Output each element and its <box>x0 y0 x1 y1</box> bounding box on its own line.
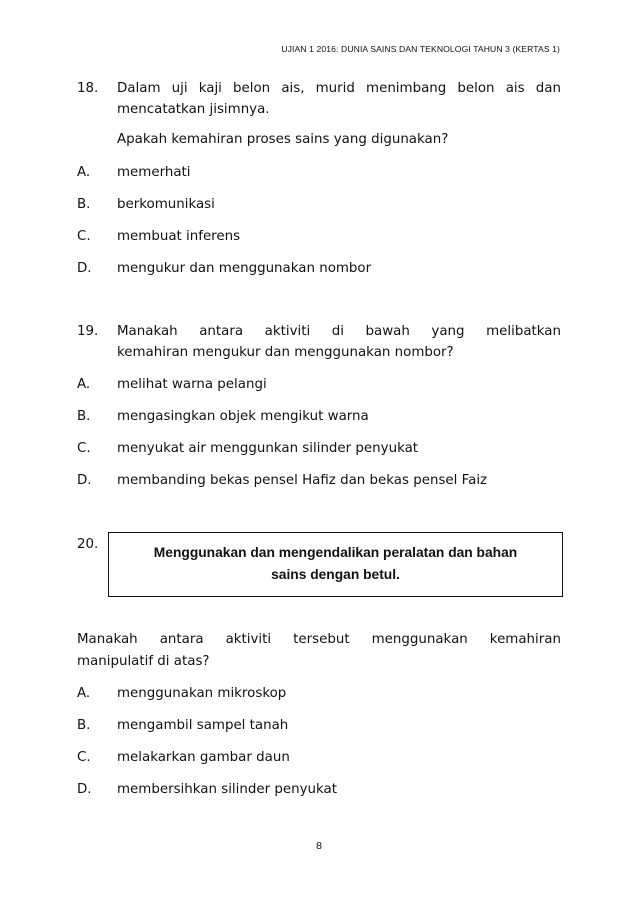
word: ais <box>505 81 525 96</box>
word: bawah <box>365 324 410 339</box>
question-20-option-d: membersihkan silinder penyukat <box>117 782 337 797</box>
word: dan <box>535 81 561 96</box>
word: antara <box>199 324 244 339</box>
word: belon <box>457 81 495 96</box>
question-19-option-d: membanding bekas pensel Hafiz dan bekas pensel Faiz <box>117 473 488 488</box>
word: melibatkan <box>486 324 561 339</box>
word: tersebut <box>293 632 350 647</box>
word: aktiviti <box>264 324 311 339</box>
question-19-option-d-letter: D. <box>77 473 92 488</box>
question-18-option-a-letter: A. <box>77 165 91 180</box>
word: ais, <box>281 81 305 96</box>
question-20-option-b-letter: B. <box>77 718 91 733</box>
question-18-stem-line2: mencatatkan jisimnya. <box>117 102 270 117</box>
question-19-option-a: melihat warna pelangi <box>117 377 267 392</box>
question-19-option-b: mengasingkan objek mengikut warna <box>117 409 369 424</box>
question-18-option-d-letter: D. <box>77 261 92 276</box>
question-20-option-c: melakarkan gambar daun <box>117 750 290 765</box>
question-19-option-c-letter: C. <box>77 441 91 456</box>
word: menggunakan <box>371 632 468 647</box>
question-18-number: 18. <box>77 81 99 96</box>
word: murid <box>315 81 355 96</box>
skill-statement-box <box>108 532 563 597</box>
question-20-stem-line1 <box>77 631 561 649</box>
question-20-number: 20. <box>77 537 99 552</box>
question-19-option-a-letter: A. <box>77 377 91 392</box>
word: antara <box>159 632 204 647</box>
skill-statement-line2: sains dengan betul. <box>271 567 400 582</box>
page-number: 8 <box>316 840 322 852</box>
question-19-number: 19. <box>77 324 99 339</box>
question-18-option-b: berkomunikasi <box>117 197 215 212</box>
question-18-option-c-letter: C. <box>77 229 91 244</box>
question-20-stem-line2: manipulatif di atas? <box>77 654 210 669</box>
word: Dalam <box>117 81 161 96</box>
word: menimbang <box>366 81 447 96</box>
question-18-stem-line1 <box>117 80 561 98</box>
word: kemahiran <box>489 632 561 647</box>
question-20-option-b: mengambil sampel tanah <box>117 718 289 733</box>
question-18-option-b-letter: B. <box>77 197 91 212</box>
word: Manakah <box>77 632 138 647</box>
word: belon <box>233 81 271 96</box>
word: aktiviti <box>225 632 272 647</box>
question-20-option-a-letter: A. <box>77 686 91 701</box>
question-19-option-b-letter: B. <box>77 409 91 424</box>
word: yang <box>431 324 465 339</box>
page-header: UJIAN 1 2016: DUNIA SAINS DAN TEKNOLOGI TAHUN 3 (KERTAS 1) <box>281 44 560 54</box>
word: kaji <box>198 81 222 96</box>
question-20-option-c-letter: C. <box>77 750 91 765</box>
question-18-prompt: Apakah kemahiran proses sains yang digunakan? <box>117 132 449 147</box>
skill-statement-line1: Menggunakan dan mengendalikan peralatan dan bahan <box>153 545 518 560</box>
question-18-option-a: memerhati <box>117 165 191 180</box>
question-19-stem-line1 <box>117 323 561 341</box>
question-20-option-d-letter: D. <box>77 782 92 797</box>
question-18-option-d: mengukur dan menggunakan nombor <box>117 261 372 276</box>
question-18-option-c: membuat inferens <box>117 229 241 244</box>
word: uji <box>171 81 188 96</box>
question-20-option-a: menggunakan mikroskop <box>117 686 287 701</box>
word: di <box>331 324 344 339</box>
question-19-option-c: menyukat air menggunkan silinder penyukat <box>117 441 419 456</box>
word: Manakah <box>117 324 178 339</box>
question-19-stem-line2: kemahiran mengukur dan menggunakan nombor? <box>117 345 454 360</box>
